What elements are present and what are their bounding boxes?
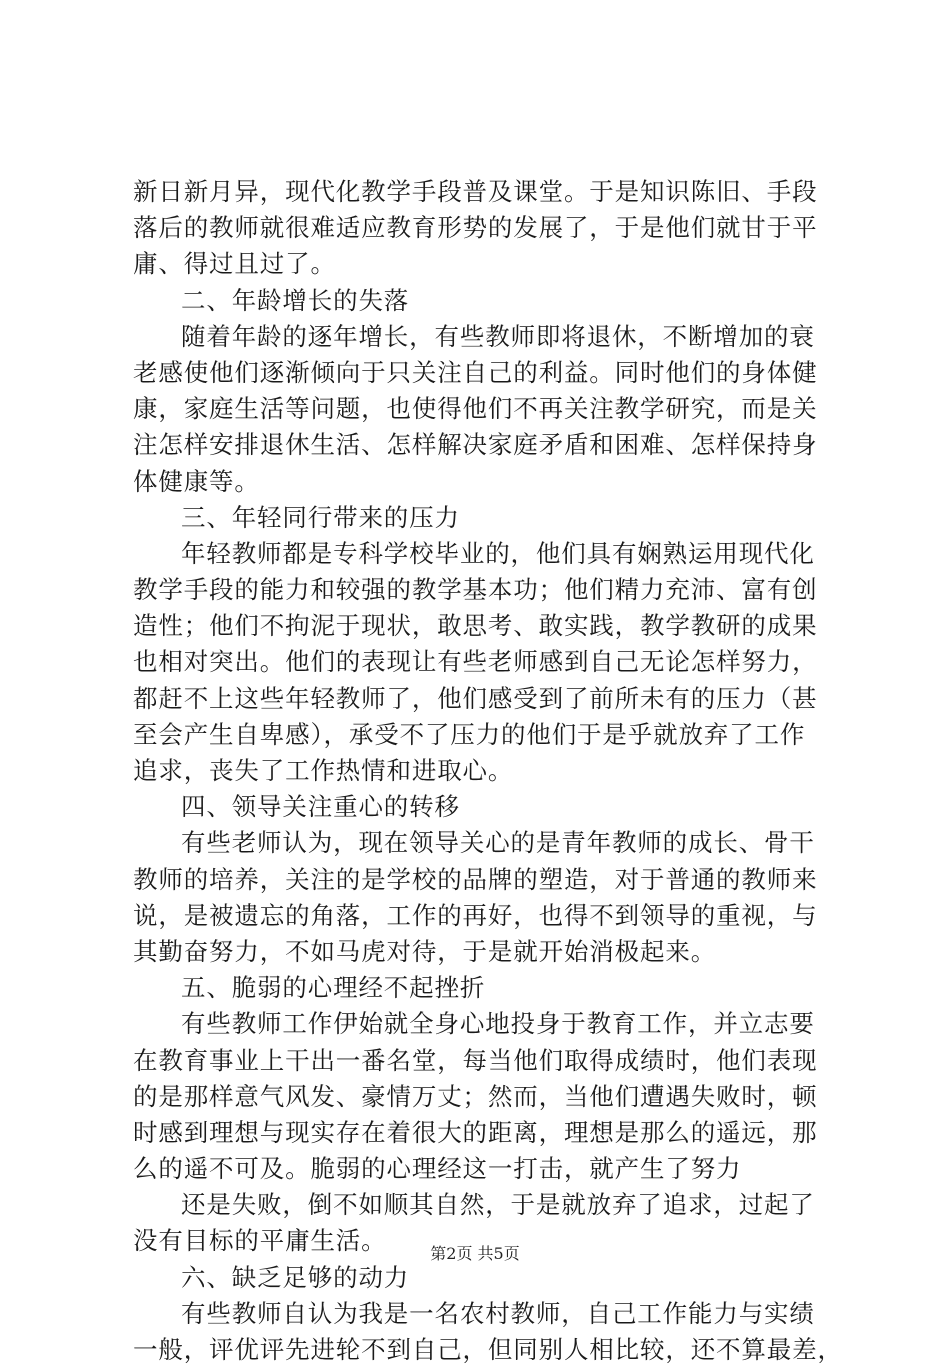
paragraph-start: 还是失败，倒不如顺其自然，于是就放弃了追求，过起了 bbox=[181, 1190, 815, 1220]
section-heading-3: 三、年轻同行带来的压力 bbox=[181, 502, 460, 532]
paragraph-start: 年轻教师都是专科学校毕业的，他们具有娴熟运用现代化 bbox=[181, 538, 815, 568]
body-text-line: 都赶不上这些年轻教师了，他们感受到了前所未有的压力（甚 bbox=[133, 683, 818, 713]
section-heading-2: 二、年龄增长的失落 bbox=[181, 285, 410, 315]
body-text-line: 注怎样安排退休生活、怎样解决家庭矛盾和困难、怎样保持身 bbox=[133, 430, 818, 460]
paragraph-start: 有些教师自认为我是一名农村教师，自己工作能力与实绩 bbox=[181, 1298, 815, 1328]
body-text-line: 其勤奋努力，不如马虎对待，于是就开始消极起来。 bbox=[133, 936, 717, 966]
body-text-line: 么的遥不可及。脆弱的心理经这一打击，就产生了努力 bbox=[133, 1154, 742, 1184]
body-text-line: 落后的教师就很难适应教育形势的发展了，于是他们就甘于平 bbox=[133, 213, 818, 243]
section-heading-4: 四、领导关注重心的转移 bbox=[181, 792, 460, 822]
body-text-line: 康，家庭生活等问题，也使得他们不再关注教学研究，而是关 bbox=[133, 394, 818, 424]
body-text-line: 在教育事业上干出一番名堂，每当他们取得成绩时，他们表现 bbox=[133, 1045, 818, 1075]
page-number-footer: 第2页 共5页 bbox=[430, 1244, 520, 1263]
paragraph-start: 有些老师认为，现在领导关心的是青年教师的成长、骨干 bbox=[181, 828, 815, 858]
document-body bbox=[133, 174, 843, 1368]
body-text-line: 没有目标的平庸生活。 bbox=[133, 1226, 387, 1256]
section-heading-5: 五、脆弱的心理经不起挫折 bbox=[181, 973, 486, 1003]
body-text-line: 老感使他们逐渐倾向于只关注自己的利益。同时他们的身体健 bbox=[133, 357, 818, 387]
body-text-line: 也相对突出。他们的表现让有些老师感到自己无论怎样努力， bbox=[133, 647, 818, 677]
body-text-line: 说，是被遗忘的角落，工作的再好，也得不到领导的重视，与 bbox=[133, 900, 818, 930]
body-text-line: 一般，评优评先进轮不到自己，但同别人相比较，还不算最差， bbox=[133, 1335, 843, 1364]
body-text-line: 教学手段的能力和较强的教学基本功；他们精力充沛、富有创 bbox=[133, 575, 818, 605]
paragraph-start: 有些教师工作伊始就全身心地投身于教育工作，并立志要 bbox=[181, 1009, 815, 1039]
body-text-line: 体健康等。 bbox=[133, 466, 260, 496]
body-text-line: 新日新月异，现代化教学手段普及课堂。于是知识陈旧、手段 bbox=[133, 177, 818, 206]
body-text-line: 教师的培养，关注的是学校的品牌的塑造，对于普通的教师来 bbox=[133, 864, 818, 894]
body-text-line: 时感到理想与现实存在着很大的距离，理想是那么的遥远，那 bbox=[133, 1117, 818, 1147]
body-text-line: 庸、得过且过了。 bbox=[133, 249, 336, 279]
section-heading-6: 六、缺乏足够的动力 bbox=[181, 1262, 410, 1292]
body-text-line: 追求，丧失了工作热情和进取心。 bbox=[133, 756, 514, 785]
body-text-line: 至会产生自卑感），承受不了压力的他们于是乎就放弃了工作 bbox=[133, 719, 806, 749]
body-text-line: 的是那样意气风发、豪情万丈；然而，当他们遭遇失败时，顿 bbox=[133, 1081, 818, 1111]
paragraph-start: 随着年龄的逐年增长，有些教师即将退休，不断增加的衰 bbox=[181, 321, 815, 351]
body-text-line: 造性；他们不拘泥于现状，敢思考、敢实践，教学教研的成果 bbox=[133, 611, 818, 641]
